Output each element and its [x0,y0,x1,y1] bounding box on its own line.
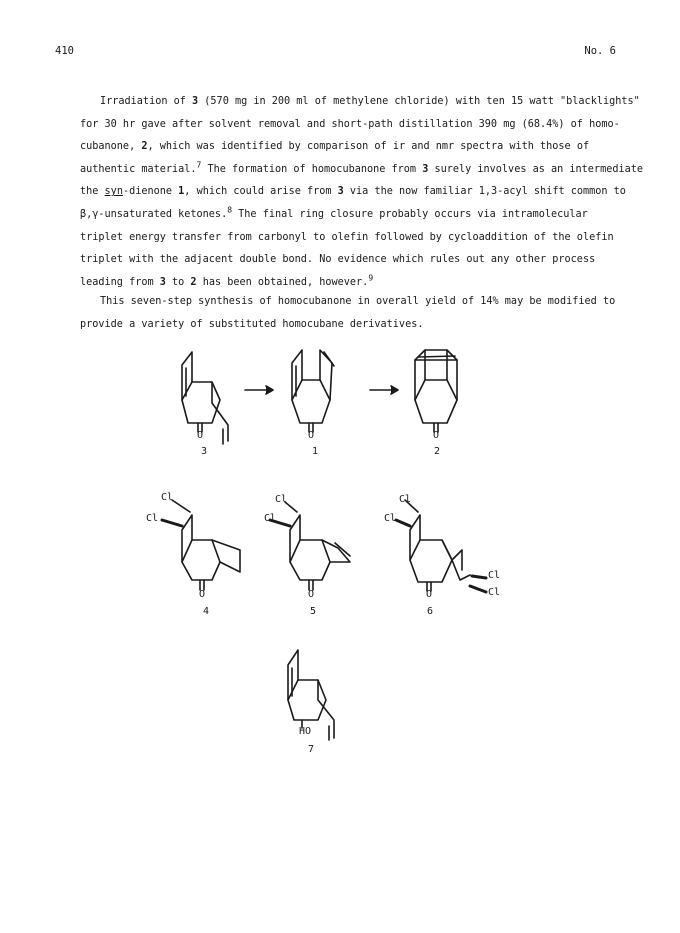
reaction-arrows [245,386,398,394]
text-line: leading from 3 to 2 has been obtained, however.$^9$ [80,273,374,288]
structure-6 [396,500,486,592]
atom-chlorine: Cl [487,587,501,598]
structure-1 [292,350,334,432]
atom-chlorine: Cl [145,513,159,524]
structure-4 [162,500,240,590]
text-line: β,γ-unsaturated ketones.$^8$ The final ring closure probably occurs via intramolecular [80,205,588,220]
atom-oxygen: O [307,589,315,600]
text-line: cubanone, 2, which was identified by comparison of ir and nmr spectra with those of [80,141,590,153]
atom-chlorine: Cl [274,494,288,505]
text-line: provide a variety of substituted homocubane derivatives. [80,318,424,330]
atom-chlorine: Cl [160,492,174,503]
structure-2 [415,350,457,432]
text-line: Irradiation of 3 (570 mg in 200 ml of methylene chloride) with ten 15 watt "blacklights" [100,96,640,107]
atom-oxygen: O [196,430,204,441]
text-line: This seven-step synthesis of homocubanone in overall yield of 14% may be modified to [100,296,616,307]
compound-label-3: 3 [200,446,208,457]
atom-chlorine: Cl [398,494,412,505]
compound-label-7: 7 [307,744,315,755]
text-line: authentic material.$^7$ The formation of homocubanone from 3 surely involves as an intermediate [80,160,643,175]
text-line: triplet energy transfer from carbonyl to olefin followed by cycloaddition of the olefin [80,231,614,243]
compound-label-5: 5 [309,606,317,617]
text-line: triplet with the adjacent double bond. No evidence which rules out any other process [80,254,596,266]
text-line: for 30 hr gave after solvent removal and short-path distillation 390 mg (68.4%) of homo- [80,118,620,130]
atom-oxygen: O [425,589,433,600]
atom-hydroxyl: HO [298,726,312,737]
compound-label-6: 6 [426,606,434,617]
issue-number: No. 6 [584,45,616,57]
atom-oxygen: O [432,430,440,441]
atom-oxygen: O [307,430,315,441]
atom-chlorine: Cl [383,513,397,524]
atom-oxygen: O [198,589,206,600]
text-line: the syn-dienone 1, which could arise from 3 via the now familiar 1,3-acyl shift common to [80,186,626,198]
compound-label-2: 2 [433,446,441,457]
page-number: 410 [55,45,74,57]
atom-chlorine: Cl [263,513,277,524]
compound-label-1: 1 [311,446,319,457]
compound-label-4: 4 [202,606,210,617]
atom-chlorine: Cl [487,570,501,581]
